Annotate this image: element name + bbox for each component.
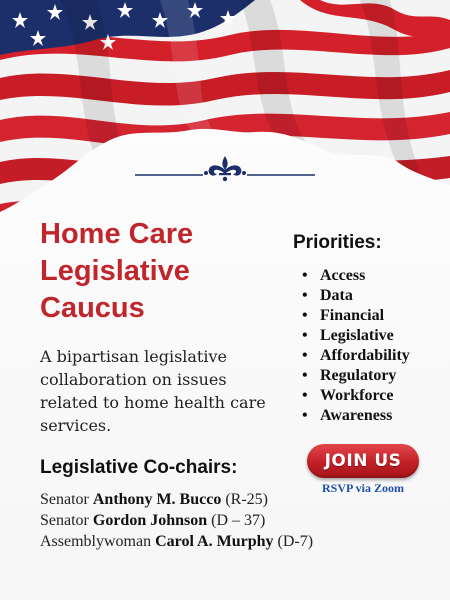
cochair-item [40, 510, 370, 531]
cochair-title: Senator [40, 491, 93, 508]
cochair-name: Carol A. Murphy [155, 533, 274, 550]
priority-item: • Workforce [300, 386, 410, 406]
cochairs-list [40, 489, 370, 552]
priority-item: • Financial [300, 306, 410, 326]
priority-item: • Access [300, 266, 410, 286]
cochair-name: Gordon Johnson [92, 512, 208, 529]
priority-item: • Data [300, 286, 410, 306]
page-title [40, 216, 270, 327]
cochair-item [40, 531, 370, 552]
priority-item: • Affordability [300, 346, 410, 366]
cochair-district: (D – 37) [207, 512, 266, 529]
priority-item: • Legislative [300, 326, 410, 346]
join-us-button[interactable]: JOIN US [307, 444, 419, 478]
priority-item: • Awareness [300, 406, 410, 426]
title-line-1: Home Care [40, 218, 194, 250]
cochair-district: (D-7) [273, 533, 314, 550]
priorities-list [300, 266, 410, 426]
fleur-ornament-icon [135, 152, 315, 182]
american-flag-image [0, 0, 450, 230]
priorities-heading: Priorities: [293, 232, 382, 253]
title-line-2: Legislative [40, 255, 190, 287]
cochair-title: Assemblywoman [40, 533, 156, 550]
priority-item: • Regulatory [300, 366, 410, 386]
cochair-district: (R-25) [221, 491, 268, 508]
cochair-title: Senator [40, 512, 93, 529]
cochair-name: Anthony M. Bucco [92, 491, 222, 508]
cochairs-heading: Legislative Co-chairs: [40, 457, 238, 478]
title-line-3: Caucus [40, 292, 145, 324]
caucus-description: A bipartisan legislative collaboration on issues related to home health care services. [40, 347, 266, 435]
rsvp-link[interactable]: RSVP via Zoom [321, 481, 404, 495]
